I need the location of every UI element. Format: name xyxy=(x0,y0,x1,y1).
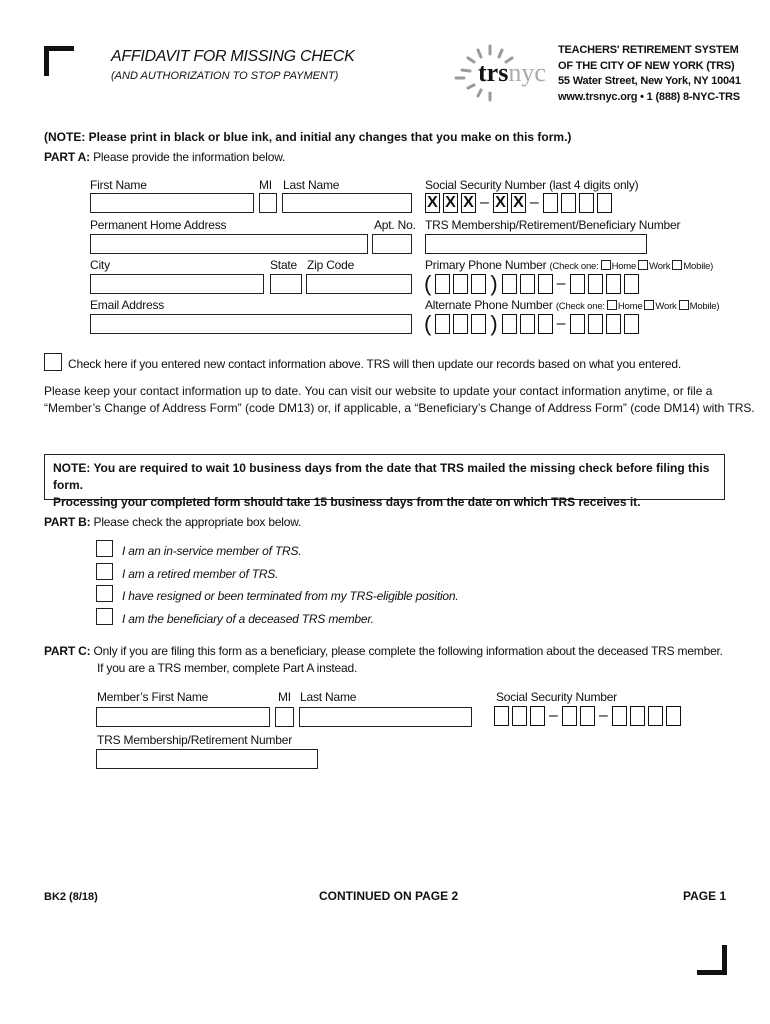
corner-mark-top-left xyxy=(44,46,74,76)
alternate-home-checkbox[interactable] xyxy=(607,300,617,310)
member-mi-label: MI xyxy=(278,690,291,704)
org-name-line2: OF THE CITY OF NEW YORK (TRS) xyxy=(558,59,735,72)
phone-digit-box[interactable] xyxy=(502,314,517,334)
home-address-label: Permanent Home Address xyxy=(90,218,227,232)
ssn-digit-box[interactable] xyxy=(580,706,595,726)
alternate-work-checkbox[interactable] xyxy=(644,300,654,310)
last-name-field[interactable] xyxy=(282,193,412,213)
member-ssn-label: Social Security Number xyxy=(496,690,617,704)
phone-digit-box[interactable] xyxy=(453,314,468,334)
home-address-field[interactable] xyxy=(90,234,368,254)
keep-info-paragraph: Please keep your contact information up to date. You can visit our website to update your contact information anytime, or file a “Member’s Change of Address Form” (code DM13) or, if applicable, a “Beneficiary’s Change of Address Form” (code DM14) with TRS. xyxy=(44,384,755,415)
ssn-digit-box[interactable] xyxy=(561,193,576,213)
logo-text-trs: trs xyxy=(478,58,509,87)
part-c-instruction: If you are a TRS member, complete Part A instead. xyxy=(97,661,358,675)
mi-label: MI xyxy=(259,178,272,192)
ssn-digit-box[interactable] xyxy=(512,706,527,726)
ssn-mask-digit: X xyxy=(443,193,458,213)
form-subtitle: (AND AUTHORIZATION TO STOP PAYMENT) xyxy=(111,70,339,82)
primary-phone-field[interactable]: ( ) – xyxy=(423,273,639,295)
primary-phone-label: Primary Phone Number (Check one: Home Work Mobile) xyxy=(425,258,714,272)
first-name-label: First Name xyxy=(90,178,147,192)
primary-work-checkbox[interactable] xyxy=(638,260,648,270)
form-title: AFFIDAVIT FOR MISSING CHECK xyxy=(111,48,355,65)
phone-digit-box[interactable] xyxy=(588,314,603,334)
resigned-terminated-checkbox[interactable] xyxy=(96,585,113,602)
phone-digit-box[interactable] xyxy=(435,314,450,334)
email-field[interactable] xyxy=(90,314,412,334)
ssn-mask-digit: X xyxy=(493,193,508,213)
first-name-field[interactable] xyxy=(90,193,254,213)
phone-digit-box[interactable] xyxy=(435,274,450,294)
member-last-name-label: Last Name xyxy=(300,690,357,704)
member-ssn-field[interactable]: – – xyxy=(494,706,681,726)
ssn-digit-box[interactable] xyxy=(579,193,594,213)
member-membership-field[interactable] xyxy=(96,749,318,769)
phone-digit-box[interactable] xyxy=(502,274,517,294)
last-name-label: Last Name xyxy=(283,178,340,192)
org-street: 55 Water Street, New York, NY 10041 xyxy=(558,75,741,87)
member-first-name-field[interactable] xyxy=(96,707,270,727)
ssn-digit-box[interactable] xyxy=(562,706,577,726)
ssn-mask-digit: X xyxy=(425,193,440,213)
ssn-digit-box[interactable] xyxy=(494,706,509,726)
primary-mobile-checkbox[interactable] xyxy=(672,260,682,270)
membership-number-field[interactable] xyxy=(425,234,647,254)
resigned-terminated-option: I have resigned or been terminated from my TRS-eligible position. xyxy=(122,589,459,603)
member-last-name-field[interactable] xyxy=(299,707,472,727)
member-membership-label: TRS Membership/Retirement Number xyxy=(97,733,292,747)
zip-code-label: Zip Code xyxy=(307,258,355,272)
email-label: Email Address xyxy=(90,298,165,312)
ink-note: (NOTE: Please print in black or blue ink, and initial any changes that you make on this form.) xyxy=(44,130,572,144)
phone-digit-box[interactable] xyxy=(520,314,535,334)
state-label: State xyxy=(270,258,298,272)
retired-member-checkbox[interactable] xyxy=(96,563,113,580)
phone-digit-box[interactable] xyxy=(471,314,486,334)
alternate-mobile-checkbox[interactable] xyxy=(679,300,689,310)
mi-field[interactable] xyxy=(259,193,277,213)
member-first-name-label: Member’s First Name xyxy=(97,690,209,704)
phone-digit-box[interactable] xyxy=(538,314,553,334)
logo-text-nyc: nyc xyxy=(508,58,546,87)
part-c-heading: PART C: Only if you are filing this form as a beneficiary, please complete the following information about the deceased TRS member. xyxy=(44,644,723,658)
primary-home-checkbox[interactable] xyxy=(601,260,611,270)
ssn-mask-digit: X xyxy=(511,193,526,213)
phone-digit-box[interactable] xyxy=(606,314,621,334)
corner-mark-bottom-right xyxy=(697,945,727,975)
ssn-last4-label: Social Security Number (last 4 digits only) xyxy=(425,178,639,192)
ssn-digit-box[interactable] xyxy=(666,706,681,726)
ssn-digit-box[interactable] xyxy=(630,706,645,726)
org-contact: www.trsnyc.org • 1 (888) 8-NYC-TRS xyxy=(558,90,740,103)
city-label: City xyxy=(90,258,110,272)
state-field[interactable] xyxy=(270,274,302,294)
phone-digit-box[interactable] xyxy=(588,274,603,294)
ssn-digit-box[interactable] xyxy=(597,193,612,213)
trs-logo xyxy=(448,40,556,104)
apt-no-label: Apt. No. xyxy=(374,218,416,232)
apt-no-field[interactable] xyxy=(372,234,412,254)
zip-code-field[interactable] xyxy=(306,274,412,294)
phone-digit-box[interactable] xyxy=(606,274,621,294)
part-a-heading: PART A: Please provide the information below. xyxy=(44,150,286,164)
phone-digit-box[interactable] xyxy=(520,274,535,294)
member-mi-field[interactable] xyxy=(275,707,294,727)
beneficiary-checkbox[interactable] xyxy=(96,608,113,625)
ssn-mask-digit: X xyxy=(461,193,476,213)
phone-digit-box[interactable] xyxy=(624,314,639,334)
phone-digit-box[interactable] xyxy=(471,274,486,294)
in-service-member-option: I am an in-service member of TRS. xyxy=(122,544,302,558)
continued-notice: CONTINUED ON PAGE 2 xyxy=(319,889,459,903)
phone-digit-box[interactable] xyxy=(453,274,468,294)
part-b-heading: PART B: Please check the appropriate box below. xyxy=(44,515,302,529)
org-address-block xyxy=(558,43,741,105)
new-contact-info-label: Check here if you entered new contact information above. TRS will then update our records based on what you entered. xyxy=(68,357,681,371)
alternate-phone-label: Alternate Phone Number (Check one: Home Work Mobile) xyxy=(425,298,720,312)
phone-digit-box[interactable] xyxy=(570,274,585,294)
waiting-period-note: NOTE: You are required to wait 10 business days from the date that TRS mailed the missing check before filing this form. Processing your completed form should take 15 business days from the date on which TRS receives it. xyxy=(44,454,725,500)
org-name: TEACHERS' RETIREMENT SYSTEM xyxy=(558,44,739,56)
ssn-digit-box[interactable] xyxy=(612,706,627,726)
phone-digit-box[interactable] xyxy=(570,314,585,334)
ssn-digit-box[interactable] xyxy=(543,193,558,213)
ssn-digit-box[interactable] xyxy=(648,706,663,726)
city-field[interactable] xyxy=(90,274,264,294)
alternate-phone-field[interactable]: ( ) – xyxy=(423,313,639,335)
membership-number-label: TRS Membership/Retirement/Beneficiary Number xyxy=(425,218,681,232)
form-code: BK2 (8/18) xyxy=(44,891,98,903)
beneficiary-option: I am the beneficiary of a deceased TRS member. xyxy=(122,612,374,626)
ssn-last4-field[interactable]: X X X – X X – xyxy=(425,193,612,213)
phone-digit-box[interactable] xyxy=(538,274,553,294)
retired-member-option: I am a retired member of TRS. xyxy=(122,567,279,581)
ssn-digit-box[interactable] xyxy=(530,706,545,726)
in-service-member-checkbox[interactable] xyxy=(96,540,113,557)
page-number: PAGE 1 xyxy=(683,889,727,903)
phone-digit-box[interactable] xyxy=(624,274,639,294)
new-contact-info-checkbox[interactable] xyxy=(44,353,62,371)
